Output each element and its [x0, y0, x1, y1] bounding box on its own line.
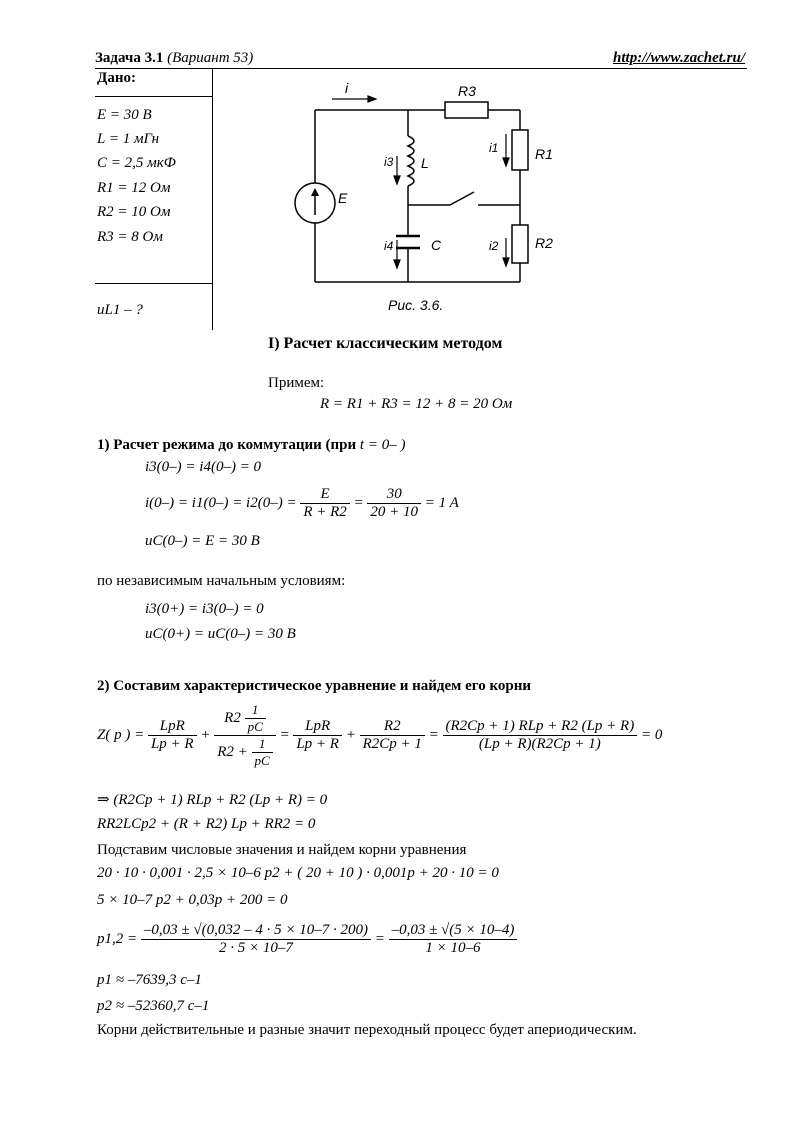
fraction-num: (R2Cp + 1) RLp + R2 (Lp + R) [443, 718, 638, 736]
fraction-den: R + R2 [303, 504, 347, 520]
root-p1: p1 ≈ –7639,3 c–1 [97, 972, 202, 988]
eq-numeric: 20 · 10 · 0,001 · 2,5 × 10–6 p2 + ( 20 + 10 ) · 0,001p + 20 · 10 = 0 [97, 865, 499, 881]
z2-num-r: R2 [224, 709, 241, 726]
fraction-num: LpR [293, 718, 342, 736]
fraction-30 [367, 486, 421, 521]
fraction-num: LpR [148, 718, 197, 736]
given-line: C = 2,5 мкФ [97, 155, 176, 171]
label-i3: i3 [384, 155, 394, 169]
fraction-z3 [293, 718, 342, 753]
task-title: Задача 3.1 [95, 50, 164, 66]
fraction-den: 20 + 10 [370, 504, 419, 520]
eq-roots: p1,2 = $\frac{-0,03 \pm √(0,032 - 4 \cdot 5 \times 10-7 \cdot 200)}{2 \cdot 5 \times 10-7}$ = $\frac{-0,03 \pm √(5 \times 10-4)}{1 \times 10-6}$ [97, 922, 517, 957]
fraction-z2 [214, 702, 275, 769]
given-line: L = 1 мГн [97, 131, 160, 147]
capacitor-c [396, 236, 420, 248]
fraction-num: 30 [367, 486, 421, 504]
given-divider [95, 283, 212, 284]
label-r2: R2 [535, 235, 553, 251]
voltage-source-e [295, 183, 335, 223]
label-i2: i2 [489, 239, 499, 253]
fraction-num: –0,03 ± √(5 × 10–4) [389, 922, 518, 940]
fraction-p12-b [389, 922, 518, 957]
p12-left: p1,2 = [97, 930, 138, 947]
eq-i-initial: i(0–) = i1(0–) = i2(0–) = $\frac{E}{R + R2}$ = $\frac{30}{20 + 10}$ = 1 A [145, 486, 459, 520]
find-line: uL1 – ? [97, 302, 143, 318]
indep-text: по независимым начальным условиям: [97, 573, 346, 589]
given-divider [95, 96, 212, 97]
label-e: E [338, 190, 348, 206]
z-left: Z( p ) = [97, 726, 145, 743]
eq-implication: ⇒ (R2Cp + 1) RLp + R2 (Lp + R) = 0 [97, 792, 328, 808]
subst-text: Подставим числовые значения и найдем корни уравнения [97, 842, 467, 858]
fraction-den: R2Cp + 1 [362, 736, 422, 752]
label-r1: R1 [535, 146, 553, 162]
step1-title [97, 437, 405, 454]
fraction-den: 2 · 5 × 10–7 [218, 940, 293, 956]
eq-uc-plus: uC(0+) = uC(0–) = 30 В [145, 626, 296, 642]
fraction-num: R2 [360, 718, 425, 736]
eq-i-left: i(0–) = i1(0–) = i2(0–) = [145, 494, 297, 511]
fraction-den: pC [247, 719, 263, 734]
z2-den-r: R2 + [217, 743, 248, 760]
eq-characteristic: RR2LCp2 + (R + R2) Lp + RR2 = 0 [97, 816, 316, 832]
label-c: C [431, 237, 442, 253]
inductor-l [408, 136, 414, 186]
r-equivalent: R = R1 + R3 = 12 + 8 = 20 Ом [320, 396, 513, 412]
fraction-z4 [360, 718, 425, 753]
fraction-1pc [245, 702, 266, 735]
figure-caption: Рис. 3.6. [388, 297, 444, 313]
fraction-1pc [252, 736, 273, 769]
eq-z: Z( p ) = $\frac{\text{LpR}}{Lp + R}$ + R2 $\frac{1}{pC}$ R2 + $\frac{1}{pC}$ = $\frac{\text{LpR}}{Lp + R}$ + $\frac{R2}{R2Cp + 1}$ = $\frac{\text{(R2Cp + 1) RLp + R2 (Lp + R)}}{(Lp + R)(R2Cp + 1)}$ = 0 [97, 702, 663, 768]
fraction-p12-a [141, 922, 371, 957]
given-line: E = 30 В [97, 107, 152, 123]
fraction-den [214, 736, 275, 769]
fraction-den: pC [254, 753, 270, 768]
site-link[interactable]: http://www.zachet.ru/ [613, 50, 745, 66]
fraction-e [300, 486, 349, 521]
eq-uc-initial: uC(0–) = E = 30 В [145, 533, 260, 549]
circuit-diagram [290, 78, 570, 318]
fraction-den: (Lp + R)(R2Cp + 1) [478, 736, 601, 752]
fraction-num [214, 702, 275, 736]
label-l: L [421, 155, 429, 171]
header-task [95, 50, 253, 67]
given-line: R2 = 10 Ом [97, 204, 171, 220]
task-variant: (Вариант 53) [167, 50, 254, 66]
conclusion-text: Корни действительные и разные значит переходный процесс будет апериодическим. [97, 1022, 637, 1038]
resistor-r2 [512, 225, 528, 263]
eq-quadratic: 5 × 10–7 p2 + 0,03p + 200 = 0 [97, 892, 288, 908]
fraction-num: 1 [245, 702, 266, 719]
fraction-den: Lp + R [150, 736, 194, 752]
given-title: Дано: [97, 70, 136, 86]
fraction-z5 [443, 718, 638, 753]
fraction-num: –0,03 ± √(0,032 – 4 · 5 × 10–7 · 200) [141, 922, 371, 940]
fraction-z1 [148, 718, 197, 753]
fraction-den: 1 × 10–6 [425, 940, 481, 956]
eq-i3-plus: i3(0+) = i3(0–) = 0 [145, 601, 264, 617]
fraction-num: E [300, 486, 349, 504]
eq-i3-i4: i3(0–) = i4(0–) = 0 [145, 459, 262, 475]
label-i: i [345, 80, 349, 96]
step2-title: 2) Составим характеристическое уравнение и найдем его корни [97, 678, 532, 694]
accept-text: Примем: [268, 375, 325, 391]
given-line: R1 = 12 Ом [97, 180, 171, 196]
resistor-r1 [512, 130, 528, 170]
given-line: R3 = 8 Ом [97, 229, 163, 245]
z-tail: = 0 [640, 726, 663, 743]
label-i1: i1 [489, 141, 499, 155]
label-r3: R3 [458, 83, 476, 99]
step1-title-tail: t = 0– ) [359, 437, 406, 453]
step1-title-text: 1) Расчет режима до коммутации (при [97, 437, 357, 453]
fraction-den: Lp + R [296, 736, 339, 752]
eq-i-tail: = 1 A [424, 494, 459, 511]
fraction-num: 1 [252, 736, 273, 753]
label-i4: i4 [384, 239, 394, 253]
root-p2: p2 ≈ –52360,7 c–1 [97, 998, 210, 1014]
section-title: I) Расчет классическим методом [268, 335, 503, 352]
resistor-r3 [445, 102, 488, 118]
